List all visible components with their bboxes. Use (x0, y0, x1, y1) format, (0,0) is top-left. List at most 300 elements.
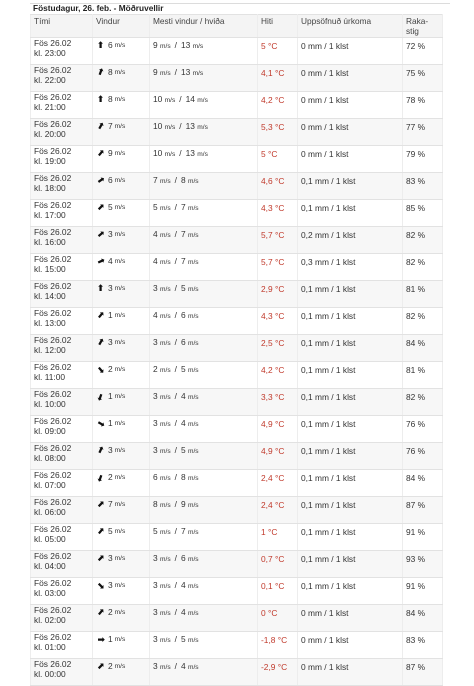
time-day: Fös 26.02 (34, 443, 72, 453)
humidity-cell: 84 % (403, 470, 443, 497)
up-arrow-icon: ⬆ (96, 94, 105, 105)
precipitation-cell: 0 mm / 1 klst (298, 605, 403, 632)
wind-cell (93, 38, 150, 65)
wind-cell (93, 308, 150, 335)
gust-value: 6 (180, 337, 186, 347)
wind-speed: 5 (108, 202, 113, 212)
gust-value: 6 (180, 310, 186, 320)
wind-unit: m/s (114, 447, 126, 454)
gust-unit: m/s (187, 232, 199, 239)
table-row (31, 416, 443, 443)
up-right-arrow-icon: ⬆ (95, 66, 106, 79)
separator: / (179, 148, 182, 158)
table-row (31, 254, 443, 281)
max-wind-cell (150, 470, 258, 497)
table-row (31, 146, 443, 173)
gust-unit: m/s (197, 124, 208, 131)
humidity-cell: 84 % (403, 335, 443, 362)
wind-cell (93, 92, 150, 119)
wind-speed: 5 (108, 526, 113, 536)
gust-unit: m/s (192, 43, 204, 50)
max-wind-unit: m/s (164, 124, 176, 131)
max-wind-value: 3 (153, 391, 158, 401)
separator: / (174, 40, 177, 50)
wind-cell (93, 362, 150, 389)
gust-unit: m/s (192, 70, 204, 77)
wind-cell (93, 173, 150, 200)
up-arrow-icon: ⬆ (96, 40, 105, 51)
wind-unit: m/s (114, 312, 126, 319)
wind-speed: 2 (108, 661, 113, 671)
max-wind-value: 3 (153, 553, 158, 563)
time-cell (31, 632, 93, 659)
time-cell (31, 92, 93, 119)
wind-cell (93, 146, 150, 173)
wind-unit: m/s (114, 420, 126, 427)
gust-unit: m/s (187, 367, 199, 374)
time-hour: kl. 03:00 (34, 587, 66, 598)
time-day: Fös 26.02 (34, 389, 72, 399)
max-wind-cell (150, 362, 258, 389)
wind-cell (93, 200, 150, 227)
max-wind-unit: m/s (160, 637, 171, 644)
wind-cell (93, 443, 150, 470)
time-hour: kl. 16:00 (34, 236, 66, 247)
temperature-cell: 4,3 °C (258, 200, 298, 227)
time-day: Fös 26.02 (34, 38, 72, 48)
max-wind-unit: m/s (160, 664, 171, 671)
gust-value: 13 (185, 121, 195, 131)
table-row (31, 362, 443, 389)
max-wind-unit: m/s (160, 259, 171, 266)
wind-unit: m/s (114, 663, 126, 670)
gust-unit: m/s (187, 340, 199, 347)
precipitation-cell: 0,1 mm / 1 klst (298, 497, 403, 524)
temperature-cell: 3,3 °C (258, 389, 298, 416)
wind-cell (93, 281, 150, 308)
gust-unit: m/s (187, 313, 199, 320)
precipitation-cell: 0 mm / 1 klst (298, 659, 403, 686)
max-wind-value: 4 (153, 256, 158, 266)
max-wind-value: 3 (153, 337, 158, 347)
table-row (31, 578, 443, 605)
time-cell (31, 605, 93, 632)
time-day: Fös 26.02 (34, 227, 72, 237)
table-row (31, 605, 443, 632)
wind-unit: m/s (114, 501, 126, 508)
precipitation-cell: 0,1 mm / 1 klst (298, 551, 403, 578)
wind-unit: m/s (114, 528, 126, 535)
wind-speed: 6 (108, 175, 113, 185)
max-wind-cell (150, 632, 258, 659)
temperature-cell: -2,9 °C (258, 659, 298, 686)
humidity-cell: 81 % (403, 362, 443, 389)
max-wind-value: 7 (153, 175, 158, 185)
separator: / (174, 607, 177, 617)
max-wind-cell (150, 92, 258, 119)
humidity-cell: 87 % (403, 497, 443, 524)
wind-cell (93, 65, 150, 92)
time-day: Fös 26.02 (34, 578, 72, 588)
humidity-cell: 83 % (403, 173, 443, 200)
time-cell (31, 416, 93, 443)
gust-unit: m/s (187, 475, 199, 482)
wind-unit: m/s (114, 285, 126, 292)
up-right-arrow-icon: ⬆ (94, 498, 108, 511)
up-right-arrow-icon: ⬆ (94, 336, 107, 349)
wind-unit: m/s (114, 636, 126, 643)
temperature-cell: 5,3 °C (258, 119, 298, 146)
separator: / (174, 283, 177, 293)
gust-unit: m/s (197, 151, 208, 158)
down-right-arrow-icon: ⬆ (94, 579, 108, 593)
wind-speed: 2 (108, 607, 113, 617)
wind-cell (93, 497, 150, 524)
time-hour: kl. 15:00 (34, 263, 66, 274)
gust-value: 5 (180, 445, 186, 455)
time-hour: kl. 20:00 (34, 128, 66, 139)
wind-speed: 9 (108, 148, 113, 158)
separator: / (174, 337, 177, 347)
up-right-arrow-icon: ⬆ (95, 444, 107, 457)
max-wind-cell (150, 254, 258, 281)
humidity-cell: 84 % (403, 605, 443, 632)
temperature-cell: 5,7 °C (258, 227, 298, 254)
wind-speed: 2 (108, 364, 113, 374)
column-header-humidity (403, 15, 443, 38)
time-cell (31, 362, 93, 389)
table-header-row (31, 15, 443, 38)
max-wind-cell (150, 281, 258, 308)
precipitation-cell: 0,1 mm / 1 klst (298, 524, 403, 551)
gust-value: 8 (180, 175, 186, 185)
humidity-cell: 76 % (403, 443, 443, 470)
max-wind-cell (150, 38, 258, 65)
up-right-arrow-icon: ⬆ (94, 552, 108, 565)
max-wind-unit: m/s (160, 340, 171, 347)
separator: / (174, 175, 177, 185)
temperature-cell: 4,6 °C (258, 173, 298, 200)
humidity-cell: 83 % (403, 632, 443, 659)
table-row (31, 173, 443, 200)
table-row (31, 632, 443, 659)
wind-cell (93, 470, 150, 497)
gust-unit: m/s (187, 259, 199, 266)
table-row (31, 227, 443, 254)
wind-unit: m/s (114, 150, 126, 157)
gust-unit: m/s (187, 637, 199, 644)
time-day: Fös 26.02 (34, 146, 72, 156)
humidity-header-line-1: Raka- (406, 16, 429, 26)
gust-value: 9 (180, 499, 186, 509)
time-hour: kl. 23:00 (34, 47, 66, 58)
wind-unit: m/s (114, 231, 126, 238)
wind-unit: m/s (114, 609, 126, 616)
wind-unit: m/s (114, 393, 126, 400)
max-wind-unit: m/s (160, 556, 171, 563)
wind-cell (93, 659, 150, 686)
temperature-cell: 0 °C (258, 605, 298, 632)
humidity-cell: 82 % (403, 308, 443, 335)
table-row (31, 524, 443, 551)
precipitation-cell: 0,1 mm / 1 klst (298, 578, 403, 605)
up-right-arrow-icon: ⬆ (94, 120, 107, 133)
max-wind-cell (150, 200, 258, 227)
time-cell (31, 389, 93, 416)
time-day: Fös 26.02 (34, 470, 72, 480)
max-wind-value: 5 (153, 202, 158, 212)
time-cell (31, 551, 93, 578)
time-hour: kl. 02:00 (34, 614, 66, 625)
max-wind-unit: m/s (160, 610, 171, 617)
gust-value: 5 (180, 283, 186, 293)
precipitation-cell: 0,1 mm / 1 klst (298, 281, 403, 308)
table-row (31, 200, 443, 227)
table-row (31, 119, 443, 146)
time-hour: kl. 12:00 (34, 344, 66, 355)
gust-unit: m/s (187, 394, 199, 401)
gust-unit: m/s (197, 97, 208, 104)
wind-cell (93, 578, 150, 605)
time-day: Fös 26.02 (34, 632, 72, 642)
down-left-arrow-icon: ⬆ (95, 472, 106, 485)
temperature-cell: 2,4 °C (258, 470, 298, 497)
wind-unit: m/s (114, 177, 126, 184)
humidity-cell: 78 % (403, 92, 443, 119)
wind-speed: 8 (108, 67, 113, 77)
max-wind-value: 10 (153, 148, 163, 158)
wind-unit: m/s (114, 96, 126, 103)
temperature-cell: 2,9 °C (258, 281, 298, 308)
up-right-arrow-icon: ⬆ (94, 309, 107, 322)
column-header-precipitation: Uppsöfnuð úrkoma (298, 15, 403, 38)
time-cell (31, 38, 93, 65)
max-wind-value: 4 (153, 229, 158, 239)
gust-value: 7 (180, 229, 186, 239)
max-wind-value: 3 (153, 580, 158, 590)
wind-cell (93, 119, 150, 146)
table-row (31, 497, 443, 524)
temperature-cell: 4,3 °C (258, 308, 298, 335)
precipitation-cell: 0,1 mm / 1 klst (298, 362, 403, 389)
precipitation-cell: 0,1 mm / 1 klst (298, 335, 403, 362)
time-day: Fös 26.02 (34, 173, 72, 183)
humidity-cell: 85 % (403, 200, 443, 227)
time-hour: kl. 01:00 (34, 641, 66, 652)
humidity-cell: 82 % (403, 389, 443, 416)
gust-value: 13 (185, 148, 195, 158)
precipitation-cell: 0,1 mm / 1 klst (298, 416, 403, 443)
max-wind-unit: m/s (160, 394, 171, 401)
humidity-cell: 87 % (403, 659, 443, 686)
table-row (31, 92, 443, 119)
table-row (31, 551, 443, 578)
forecast-table (30, 14, 443, 686)
wind-unit: m/s (114, 474, 126, 481)
right-arrow-icon: ⬆ (96, 635, 106, 644)
temperature-cell: 5 °C (258, 146, 298, 173)
time-cell (31, 200, 93, 227)
time-day: Fös 26.02 (34, 605, 72, 615)
temperature-cell: 0,7 °C (258, 551, 298, 578)
gust-value: 5 (180, 634, 186, 644)
max-wind-value: 6 (153, 472, 158, 482)
humidity-cell: 91 % (403, 524, 443, 551)
separator: / (179, 121, 182, 131)
max-wind-cell (150, 605, 258, 632)
temperature-cell: 2,4 °C (258, 497, 298, 524)
max-wind-cell (150, 146, 258, 173)
forecast-day-title: Föstudagur, 26. feb. - Möðruvellir (33, 3, 164, 13)
wind-unit: m/s (114, 204, 126, 211)
gust-unit: m/s (187, 529, 199, 536)
time-day: Fös 26.02 (34, 497, 72, 507)
gust-value: 4 (180, 607, 186, 617)
max-wind-value: 3 (153, 661, 158, 671)
up-right-arrow-icon: ⬆ (94, 606, 107, 619)
max-wind-value: 10 (153, 121, 163, 131)
humidity-cell: 82 % (403, 254, 443, 281)
max-wind-value: 4 (153, 310, 158, 320)
precipitation-cell: 0,3 mm / 1 klst (298, 254, 403, 281)
max-wind-unit: m/s (160, 232, 171, 239)
time-day: Fös 26.02 (34, 416, 72, 426)
time-cell (31, 308, 93, 335)
up-right-arrow-icon: ⬆ (94, 201, 108, 214)
wind-unit: m/s (114, 582, 126, 589)
temperature-cell: 5,7 °C (258, 254, 298, 281)
table-row (31, 281, 443, 308)
gust-value: 8 (180, 472, 186, 482)
separator: / (174, 526, 177, 536)
max-wind-value: 10 (153, 94, 163, 104)
wind-speed: 3 (108, 229, 113, 239)
max-wind-value: 3 (153, 283, 158, 293)
time-day: Fös 26.02 (34, 551, 72, 561)
max-wind-value: 3 (153, 607, 158, 617)
time-cell (31, 227, 93, 254)
down-right-arrow-icon: ⬆ (94, 363, 107, 377)
down-left-arrow-icon: ⬆ (95, 391, 106, 404)
max-wind-value: 2 (153, 364, 158, 374)
wind-cell (93, 389, 150, 416)
wind-unit: m/s (114, 555, 126, 562)
max-wind-unit: m/s (160, 421, 171, 428)
max-wind-cell (150, 524, 258, 551)
time-day: Fös 26.02 (34, 308, 72, 318)
wind-speed: 3 (108, 445, 113, 455)
gust-unit: m/s (187, 583, 199, 590)
separator: / (174, 445, 177, 455)
humidity-cell: 76 % (403, 416, 443, 443)
time-cell (31, 119, 93, 146)
max-wind-cell (150, 551, 258, 578)
time-hour: kl. 17:00 (34, 209, 66, 220)
separator: / (174, 364, 177, 374)
gust-value: 13 (180, 40, 191, 50)
separator: / (174, 310, 177, 320)
wind-speed: 3 (108, 553, 113, 563)
max-wind-cell (150, 335, 258, 362)
precipitation-cell: 0,2 mm / 1 klst (298, 227, 403, 254)
max-wind-value: 3 (153, 634, 158, 644)
time-hour: kl. 00:00 (34, 668, 66, 679)
time-hour: kl. 06:00 (34, 506, 66, 517)
temperature-cell: 4,2 °C (258, 362, 298, 389)
table-row (31, 659, 443, 686)
time-cell (31, 281, 93, 308)
separator: / (174, 418, 177, 428)
table-row (31, 308, 443, 335)
max-wind-unit: m/s (160, 43, 171, 50)
time-day: Fös 26.02 (34, 65, 72, 75)
wind-speed: 1 (108, 310, 113, 320)
time-hour: kl. 13:00 (34, 317, 66, 328)
separator: / (174, 202, 177, 212)
gust-unit: m/s (187, 178, 199, 185)
separator: / (179, 94, 182, 104)
max-wind-unit: m/s (160, 529, 171, 536)
up-right-arrow-icon: ⬆ (94, 174, 108, 187)
table-row (31, 470, 443, 497)
column-header-wind: Vindur (93, 15, 150, 38)
precipitation-cell: 0 mm / 1 klst (298, 119, 403, 146)
max-wind-cell (150, 173, 258, 200)
wind-speed: 4 (108, 256, 113, 266)
time-cell (31, 335, 93, 362)
time-cell (31, 254, 93, 281)
gust-value: 6 (180, 553, 186, 563)
gust-unit: m/s (187, 421, 199, 428)
max-wind-cell (150, 227, 258, 254)
humidity-cell: 75 % (403, 65, 443, 92)
wind-cell (93, 227, 150, 254)
precipitation-cell: 0 mm / 1 klst (298, 38, 403, 65)
time-day: Fös 26.02 (34, 119, 72, 129)
table-row (31, 65, 443, 92)
precipitation-cell: 0,1 mm / 1 klst (298, 173, 403, 200)
max-wind-unit: m/s (160, 70, 171, 77)
humidity-cell: 91 % (403, 578, 443, 605)
time-day: Fös 26.02 (34, 524, 72, 534)
separator: / (174, 553, 177, 563)
wind-cell (93, 605, 150, 632)
time-day: Fös 26.02 (34, 200, 72, 210)
temperature-cell: 4,9 °C (258, 416, 298, 443)
time-hour: kl. 14:00 (34, 290, 66, 301)
wind-cell (93, 254, 150, 281)
humidity-header-line-2: stig (406, 26, 419, 36)
column-header-max-wind: Mesti vindur / hviða (150, 15, 258, 38)
wind-speed: 3 (108, 283, 113, 293)
wind-unit: m/s (114, 339, 126, 346)
table-row (31, 335, 443, 362)
max-wind-unit: m/s (160, 367, 171, 374)
humidity-cell: 72 % (403, 38, 443, 65)
up-right-arrow-icon: ⬆ (94, 228, 108, 241)
max-wind-unit: m/s (160, 205, 171, 212)
time-hour: kl. 08:00 (34, 452, 66, 463)
max-wind-cell (150, 65, 258, 92)
time-day: Fös 26.02 (34, 281, 72, 291)
separator: / (174, 634, 177, 644)
wind-cell (93, 551, 150, 578)
gust-value: 4 (180, 391, 186, 401)
time-cell (31, 497, 93, 524)
time-cell (31, 443, 93, 470)
max-wind-cell (150, 578, 258, 605)
gust-unit: m/s (187, 610, 199, 617)
